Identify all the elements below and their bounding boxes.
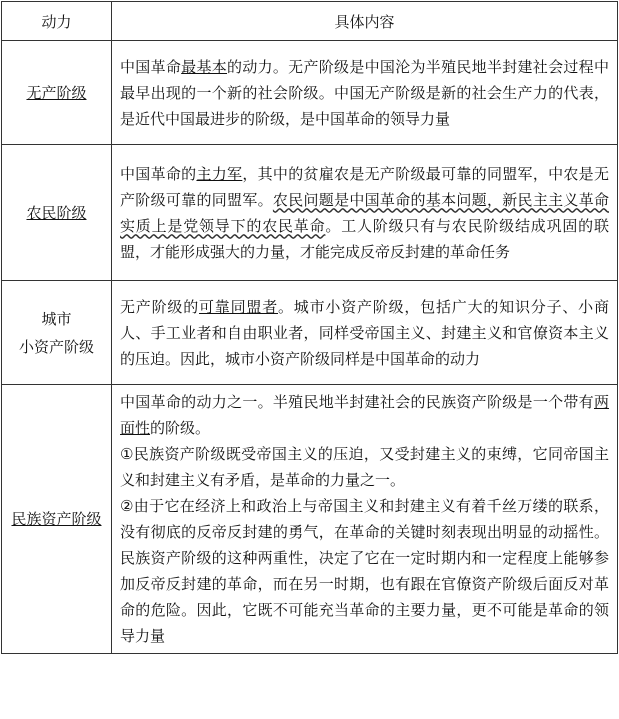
- row-label-proletariat: [2, 41, 112, 145]
- content-emphasis: 主力军: [196, 164, 243, 183]
- table-row: [2, 281, 618, 385]
- label-line: 小资产阶级: [18, 337, 94, 356]
- content-text: 中国革命的动力之一。半殖民地半封建社会的民族资产阶级是一个带有: [120, 393, 594, 411]
- row-label-urban-petty-bourgeoisie: [2, 281, 112, 385]
- header-dynamics: 动力: [2, 2, 112, 41]
- row-label-national-bourgeoisie: [2, 385, 112, 654]
- content-text: 。工人阶级只有与农民阶级结成巩固的联盟，才能形成强大的力量，才能完成反帝反封建的革命任务: [120, 216, 609, 261]
- content-text: 的阶级。: [150, 419, 211, 437]
- label-line: 城市: [41, 309, 72, 328]
- row-label-peasants: [2, 145, 112, 281]
- table-row: [2, 41, 618, 145]
- content-wavy-emphasis: 农民问题是中国革命的基本问题，新民主主义革命实质上是党领导下的农民革命: [120, 190, 609, 235]
- content-text: 。城市小资产阶级，包括广大的知识分子、小商人、手工业者和自由职业者，同样受帝国主义、封建主义和官僚资本主义的压迫。因此，城市小资产阶级同样是中国革命的动力: [120, 297, 609, 368]
- table-header-row: [2, 2, 618, 41]
- row-content: [112, 385, 618, 654]
- table-row: [2, 145, 618, 281]
- label-text: 民族资产阶级: [11, 510, 102, 528]
- content-text: 的动力。无产阶级是中国沦为半殖民地半封建社会过程中最早出现的一个新的社会阶级。中国无产阶级是新的社会生产力的代表，是近代中国最进步的阶级，是中国革命的领导力量: [120, 57, 609, 128]
- paragraph: [120, 389, 609, 441]
- label-text: 农民阶级: [26, 203, 87, 222]
- header-content: 具体内容: [112, 2, 618, 41]
- proletariat-dynamics-table: [1, 1, 618, 654]
- content-emphasis: 两面性: [120, 393, 609, 437]
- label-text: 无产阶级: [26, 83, 87, 102]
- content-emphasis: 最基本: [181, 57, 228, 76]
- table-row: [2, 385, 618, 654]
- content-text: 中国革命: [120, 57, 182, 76]
- content-emphasis: 可靠同盟者: [199, 297, 278, 316]
- content-text: 无产阶级的: [120, 297, 199, 316]
- row-content: [112, 145, 618, 281]
- row-content: [112, 41, 618, 145]
- content-text: 中国革命的: [120, 164, 197, 183]
- paragraph: ②由于它在经济上和政治上与帝国主义和封建主义有着千丝万缕的联系，没有彻底的反帝反封建的勇气，在革命的关键时刻表现出明显的动摇性。民族资产阶级的这种两重性，决定了它在一定时期内和一定程度上能够参加反帝反封建的革命，而在另一时期，也有跟在官僚资产阶级后面反对革命的危险。因此，它既不可能充当革命的主要力量，更不可能是革命的领导力量: [120, 497, 609, 645]
- content-text: ，其中的贫雇农是无产阶级最可靠的同盟军，中农是无产阶级可靠的同盟军。: [120, 164, 609, 209]
- paragraph: ①民族资产阶级既受帝国主义的压迫，又受封建主义的束缚，它同帝国主义和封建主义有矛盾，是革命的力量之一。: [120, 445, 609, 489]
- row-content: [112, 281, 618, 385]
